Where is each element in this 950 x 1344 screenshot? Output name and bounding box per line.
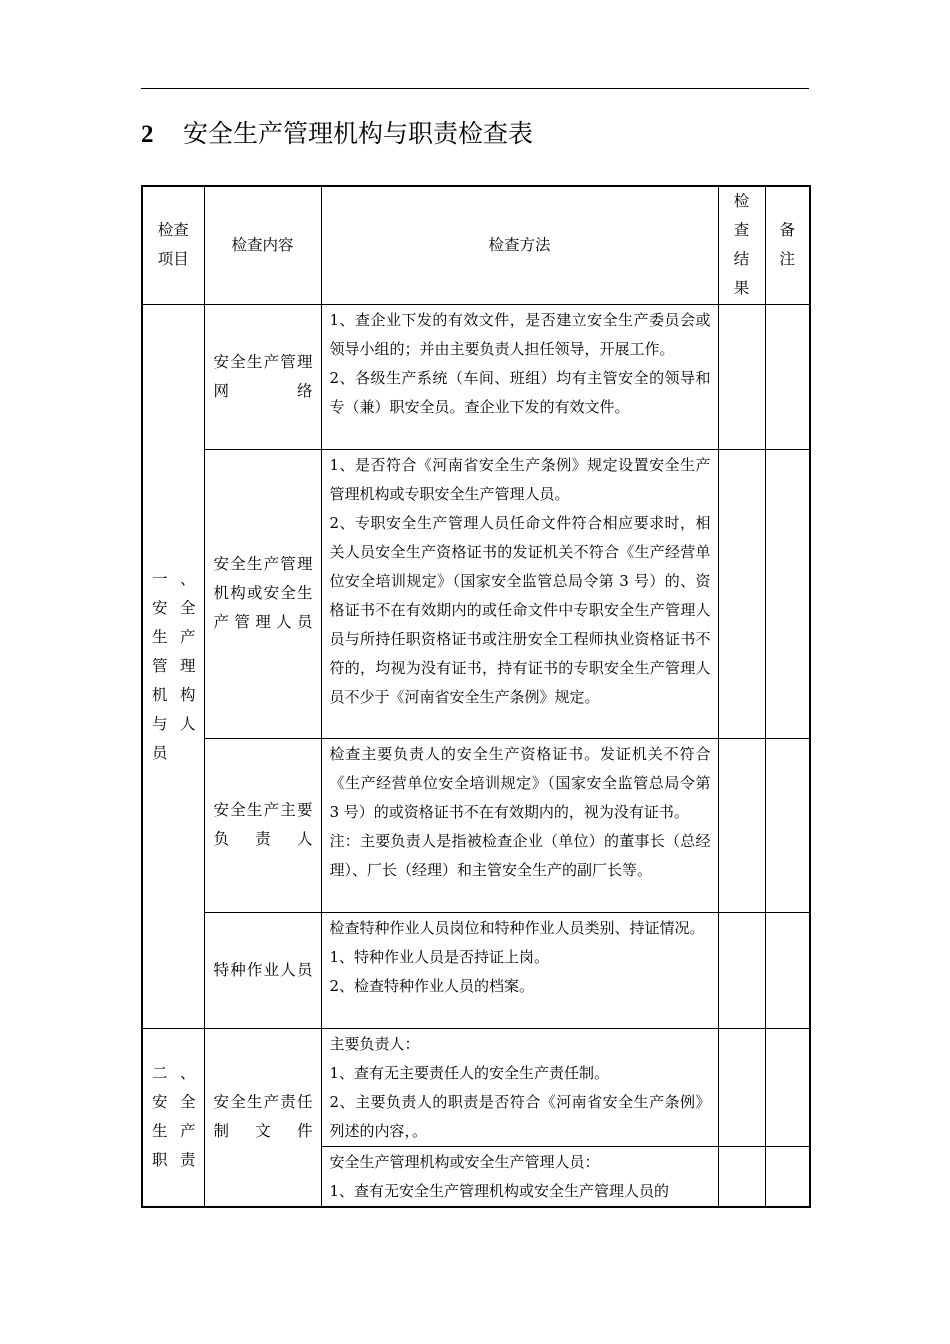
method-cell — [321, 449, 718, 738]
category-cell: 二、安全生产职责 — [142, 1028, 204, 1207]
header-method: 检查方法 — [321, 186, 718, 304]
remark-cell — [765, 449, 810, 738]
table-row — [142, 738, 810, 912]
method-cell — [321, 1146, 718, 1207]
header-result: 检查结果 — [718, 186, 765, 304]
method-cell — [321, 1028, 718, 1146]
method-line: 1、查有无主要责任人的安全生产责任制。 — [329, 1063, 610, 1082]
method-line: 注：主要负责人是指被检查企业（单位）的董事长（总经理）、厂长（经理）和主管安全生产的副厂长等。 — [329, 831, 711, 879]
header-rule — [141, 88, 809, 89]
method-line: 检查特种作业人员岗位和特种作业人员类别、持证情况。 — [329, 918, 705, 937]
header-remark: 备注 — [765, 186, 810, 304]
result-cell — [718, 1028, 765, 1146]
method-line: 检查主要负责人的安全生产资格证书。发证机关不符合《生产经营单位安全培训规定》（国家安全监管总局令第 3 号）的或资格证书不在有效期内的，视为没有证书。 — [329, 744, 711, 821]
remark-cell — [765, 1028, 810, 1146]
result-cell — [718, 738, 765, 912]
method-line: 2、主要负责人的职责是否符合《河南省安全生产条例》列述的内容，。 — [329, 1092, 711, 1140]
result-cell — [718, 912, 765, 1028]
remark-cell — [765, 738, 810, 912]
table-row — [142, 449, 810, 738]
section-heading — [141, 116, 533, 153]
content-cell: 安全生产责任制文件 — [204, 1028, 321, 1207]
inspection-table — [141, 185, 811, 1208]
table-row — [142, 1028, 810, 1146]
content-cell: 安全生产主要负责人 — [204, 738, 321, 912]
method-line: 安全生产管理机构或安全生产管理人员： — [329, 1152, 600, 1171]
remark-cell — [765, 912, 810, 1028]
method-line: 主要负责人： — [329, 1034, 420, 1053]
table-row — [142, 912, 810, 1028]
method-line: 1、是否符合《河南省安全生产条例》规定设置安全生产管理机构或专职安全生产管理人员。 — [329, 455, 711, 503]
method-line: 1、查企业下发的有效文件，是否建立安全生产委员会或领导小组的；并由主要负责人担任领导，开展工作。 — [329, 310, 711, 358]
header-item: 检查项目 — [142, 186, 204, 304]
content-cell: 特种作业人员 — [204, 912, 321, 1028]
remark-cell — [765, 304, 810, 449]
method-line: 2、检查特种作业人员的档案。 — [329, 976, 535, 995]
method-line: 2、各级生产系统（车间、班组）均有主管安全的领导和专（兼）职安全员。查企业下发的有效文件。 — [329, 368, 711, 416]
method-line: 1、查有无安全生产管理机构或安全生产管理人员的 — [329, 1181, 670, 1200]
category-cell: 一、安全生产管理机构与人员 — [142, 304, 204, 1028]
header-content: 检查内容 — [204, 186, 321, 304]
result-cell — [718, 449, 765, 738]
section-number: 2 — [141, 121, 154, 148]
method-cell — [321, 738, 718, 912]
result-cell — [718, 1146, 765, 1207]
section-title: 安全生产管理机构与职责检查表 — [183, 119, 534, 148]
content-cell: 安全生产管理网络 — [204, 304, 321, 449]
remark-cell — [765, 1146, 810, 1207]
table-header-row — [142, 186, 810, 304]
method-cell — [321, 304, 718, 449]
result-cell — [718, 304, 765, 449]
method-line: 1、特种作业人员是否持证上岗。 — [329, 947, 550, 966]
content-cell: 安全生产管理机构或安全生产管理人员 — [204, 449, 321, 738]
method-line: 2、专职安全生产管理人员任命文件符合相应要求时，相关人员安全生产资格证书的发证机关不符合《生产经营单位安全培训规定》（国家安全监管总局令第 3 号）的、资格证书不在有效期内的或任命文件中专职安全生产管理人员与所持任职资格证书或注册安全工程师执业资格证书不符的，均视为没有证书，持有证书的专职安全生产管理人员不少于《河南省安全生产条例》规定。 — [329, 513, 711, 706]
table-row — [142, 304, 810, 449]
method-cell — [321, 912, 718, 1028]
